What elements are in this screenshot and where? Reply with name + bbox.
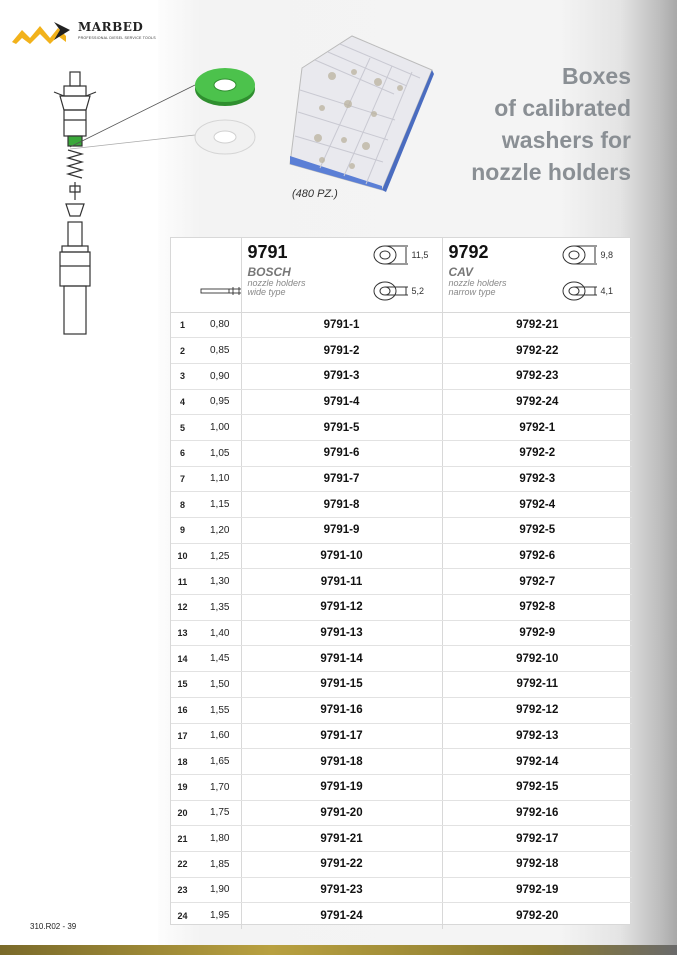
title-line-2: of calibrated [494,95,631,121]
row-cav-code: 9792-18 [442,851,632,877]
table-row [171,672,632,698]
table-header-row [171,238,632,312]
row-index: 12 [171,595,194,621]
row-index: 13 [171,620,194,646]
cav-brand: CAV [448,265,473,279]
table-row [171,492,632,518]
table-row [171,723,632,749]
row-cav-code: 9792-9 [442,620,632,646]
row-bosch-code: 9791-15 [241,672,442,698]
row-cav-code: 9792-13 [442,723,632,749]
washer-table [170,237,631,925]
row-bosch-code: 9791-3 [241,363,442,389]
table-row [171,749,632,775]
row-thickness: 0,95 [194,389,241,415]
table-row [171,595,632,621]
cav-inner-dim: 4,1 [600,286,614,296]
row-bosch-code: 9791-18 [241,749,442,775]
bosch-desc-2: wide type [247,287,286,297]
row-cav-code: 9792-17 [442,826,632,852]
table-row [171,646,632,672]
row-thickness: 1,95 [210,910,230,922]
bosch-code: 9791 [247,242,288,262]
row-index: 4 [171,389,194,415]
row-bosch-code: 9791-8 [241,492,442,518]
row-cav-code: 9792-10 [442,646,632,672]
row-thickness: 1,20 [194,518,241,544]
row-thickness: 0,85 [194,338,241,364]
title-line-3: washers for [501,127,631,153]
row-index: 6 [171,440,194,466]
row-bosch-code: 9791-20 [241,800,442,826]
row-cav-code: 9792-22 [442,338,632,364]
row-thickness: 0,90 [194,363,241,389]
row-index: 24 [177,910,188,921]
row-bosch-code: 9791-16 [241,697,442,723]
row-cav-code: 9792-5 [442,518,632,544]
row-index: 21 [171,826,194,852]
row-cav-code: 9792-15 [442,774,632,800]
row-thickness: 1,90 [194,877,241,903]
row-index: 5 [171,415,194,441]
bosch-desc-1: nozzle holders [247,278,306,288]
table-row [171,877,632,903]
table-row [171,697,632,723]
table-row [171,851,632,877]
row-bosch-code: 9791-12 [241,595,442,621]
cav-outer-dim: 9,8 [600,250,614,260]
row-cav-code: 9792-1 [442,415,632,441]
row-index: 3 [171,363,194,389]
inner-diameter-icon [561,280,605,302]
bosch-inner-dim: 5,2 [411,286,425,296]
washer-thickness-icon [199,284,243,298]
row-bosch-code: 9791-11 [241,569,442,595]
row-cav-code: 9792-4 [442,492,632,518]
row-index: 10 [171,543,194,569]
washer-box-illustration-icon [282,28,444,194]
row-thickness: 1,00 [194,415,241,441]
row-bosch-code: 9791-14 [241,646,442,672]
table-row [171,466,632,492]
row-thickness: 1,40 [194,620,241,646]
row-bosch-code: 9791-22 [241,851,442,877]
row-bosch-code: 9791-9 [241,518,442,544]
outer-diameter-icon [372,244,416,266]
row-bosch-code: 9791-13 [241,620,442,646]
row-cav-code: 9792-14 [442,749,632,775]
row-index: 8 [171,492,194,518]
row-thickness: 1,60 [194,723,241,749]
table-row [171,338,632,364]
row-index: 14 [171,646,194,672]
row-index: 7 [171,466,194,492]
brand-name: MARBED [78,20,144,34]
row-index: 16 [171,697,194,723]
row-bosch-code: 9791-7 [241,466,442,492]
row-thickness: 1,10 [194,466,241,492]
table-row [171,543,632,569]
table-row [171,774,632,800]
row-thickness: 1,55 [194,697,241,723]
row-cav-code: 9792-20 [442,903,632,929]
row-cav-code: 9792-2 [442,440,632,466]
thickness-header-cell [171,238,241,312]
row-thickness: 1,65 [194,749,241,775]
bosch-outer-dim: 11,5 [411,250,429,260]
row-index: 17 [171,723,194,749]
cav-code: 9792 [448,242,489,262]
outer-diameter-icon [561,244,605,266]
header-cav [442,238,632,312]
row-index: 19 [171,774,194,800]
row-thickness: 1,15 [194,492,241,518]
row-cav-code: 9792-3 [442,466,632,492]
row-bosch-code: 9791-21 [241,826,442,852]
row-index: 23 [171,877,194,903]
page-title [471,60,631,188]
row-index: 18 [171,749,194,775]
table-row [171,363,632,389]
row-cav-code: 9792-24 [442,389,632,415]
row-thickness: 1,35 [194,595,241,621]
row-bosch-code: 9791-19 [241,774,442,800]
row-thickness: 1,75 [194,800,241,826]
cav-desc-1: nozzle holders [448,278,507,288]
table-row [171,620,632,646]
row-thickness: 0,80 [194,312,241,338]
table-row [171,826,632,852]
title-line-1: Boxes [561,63,631,89]
row-thickness: 1,70 [194,774,241,800]
row-cav-code: 9792-23 [442,363,632,389]
row-bosch-code: 9791-4 [241,389,442,415]
row-bosch-code: 9791-23 [241,877,442,903]
table-row [171,903,632,929]
row-bosch-code: 9791-6 [241,440,442,466]
row-bosch-code: 9791-10 [241,543,442,569]
row-index: 15 [171,672,194,698]
row-cav-code: 9792-12 [442,697,632,723]
row-bosch-code: 9791-17 [241,723,442,749]
brand-tagline: PROFESSIONAL DIESEL SERVICE TOOLS [78,36,156,40]
table-row [171,569,632,595]
page-code: 310.R02 - 39 [30,922,77,931]
row-cav-code: 9792-11 [442,672,632,698]
table-row [171,415,632,441]
table-row [171,518,632,544]
row-bosch-code: 9791-24 [241,903,442,929]
box-piece-count: (480 PZ.) [292,188,338,200]
row-cav-code: 9792-6 [442,543,632,569]
table-row [171,800,632,826]
row-thickness: 1,25 [194,543,241,569]
row-bosch-code: 9791-2 [241,338,442,364]
bosch-brand: BOSCH [247,265,291,279]
row-index: 20 [171,800,194,826]
row-index: 22 [171,851,194,877]
row-bosch-code: 9791-1 [241,312,442,338]
row-thickness: 1,80 [194,826,241,852]
row-thickness: 1,45 [194,646,241,672]
bottom-bar [0,945,677,955]
row-cav-code: 9792-7 [442,569,632,595]
cav-desc-2: narrow type [448,287,496,297]
table-row [171,440,632,466]
row-cav-code: 9792-16 [442,800,632,826]
title-line-4: nozzle holders [471,159,631,185]
row-bosch-code: 9791-5 [241,415,442,441]
row-index: 11 [171,569,194,595]
header-bosch [241,238,442,312]
table-row [171,312,632,338]
table-row [171,389,632,415]
row-cav-code: 9792-8 [442,595,632,621]
washer-illustration-icon [60,55,270,175]
row-index: 9 [171,518,194,544]
inner-diameter-icon [372,280,416,302]
row-index: 2 [171,338,194,364]
row-thickness: 1,05 [194,440,241,466]
row-thickness: 1,30 [194,569,241,595]
row-thickness: 1,85 [194,851,241,877]
row-cav-code: 9792-19 [442,877,632,903]
row-cav-code: 9792-21 [442,312,632,338]
row-index: 1 [171,312,194,338]
row-thickness: 1,50 [194,672,241,698]
